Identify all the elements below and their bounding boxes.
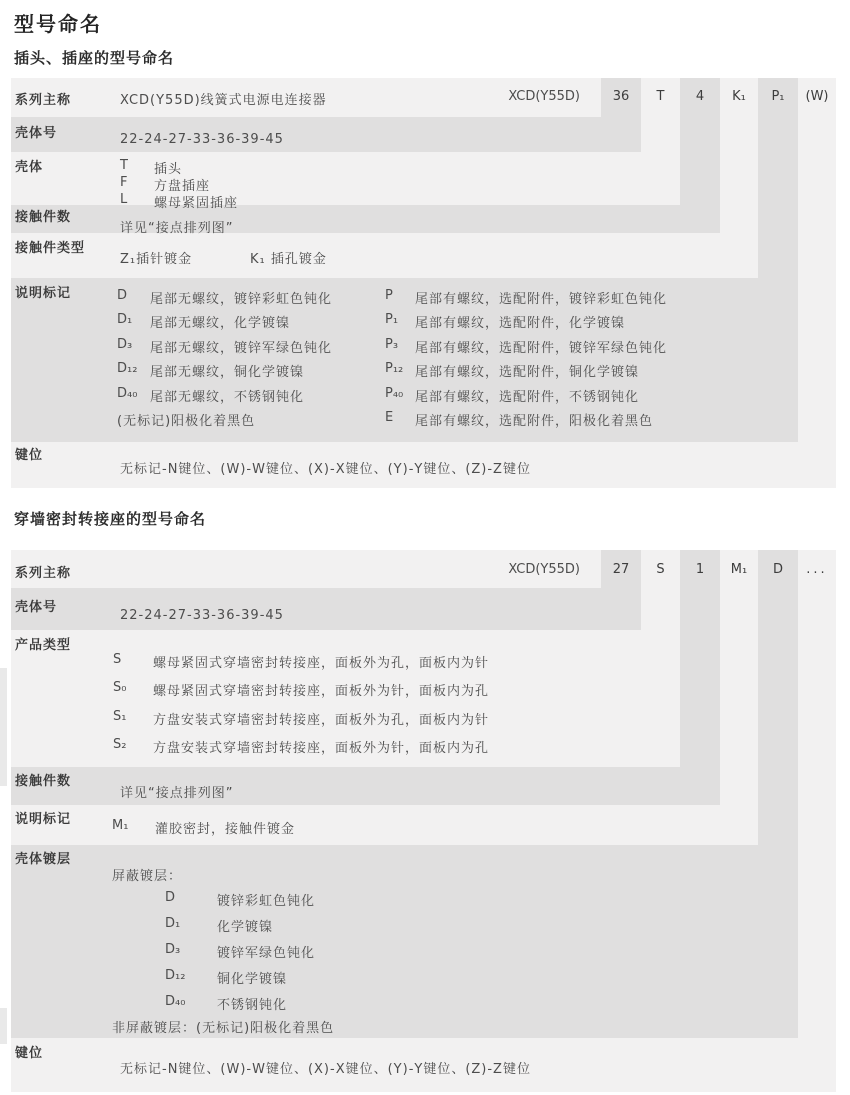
code-strip-M1: [720, 550, 758, 845]
mark-desc: 尾部有螺纹，选配附件，镀锌军绿色钝化: [415, 341, 668, 356]
code-box: 36: [612, 89, 630, 104]
mark-code: D: [117, 288, 128, 303]
product-type-code: S₁: [113, 709, 127, 724]
code-strip-W: [798, 78, 836, 488]
mark-desc: (无标记)阳极化着黑色: [117, 414, 256, 429]
mark-code: D₄₀: [117, 386, 138, 401]
row-band-contact-count: [11, 205, 720, 233]
mark-desc: 尾部无螺纹，镀锌彩虹色钝化: [150, 292, 333, 307]
row-label-series: 系列主称: [15, 566, 72, 581]
plating-desc: 不锈钢钝化: [217, 998, 288, 1013]
shell-code: L: [120, 192, 128, 207]
mark-code: M₁: [112, 818, 129, 833]
mark-desc: 尾部有螺纹，选配附件，化学镀镍: [415, 316, 626, 331]
shell-no-value: 22-24-27-33-36-39-45: [120, 132, 284, 147]
section-heading-feedthrough: 穿墙密封转接座的型号命名: [14, 510, 207, 528]
plating-outro: 非屏蔽镀层：(无标记)阳极化着黑色: [112, 1021, 335, 1036]
code-box: 1: [695, 562, 705, 577]
mark-desc: 灌胶密封，接触件镀金: [155, 822, 296, 837]
code-box: S: [656, 562, 665, 577]
product-type-code: S: [113, 652, 122, 667]
code-strip-dots: [798, 550, 836, 1092]
row-label-plating: 壳体镀层: [15, 852, 72, 867]
plating-code: D₃: [165, 942, 181, 957]
code-strip-P1: [758, 78, 798, 442]
mark-desc: 尾部有螺纹，选配附件，不锈钢钝化: [415, 390, 640, 405]
mark-code: D₁₂: [117, 361, 138, 376]
code-box: P₁: [771, 89, 785, 104]
product-type-code: S₂: [113, 737, 127, 752]
row-label-product-type: 产品类型: [15, 638, 72, 653]
shell-no-value: 22-24-27-33-36-39-45: [120, 608, 284, 623]
row-label-keying: 键位: [15, 1046, 44, 1061]
mark-code: P₁₂: [385, 361, 404, 376]
plug-naming-table: [11, 78, 836, 488]
shell-desc: 螺母紧固插座: [154, 196, 239, 211]
code-strip-K1: [720, 78, 758, 278]
code-box: (W): [805, 89, 829, 104]
row-label-contact-type: 接触件类型: [15, 241, 86, 256]
feedthrough-naming-table: [11, 550, 836, 1092]
product-type-desc: 螺母紧固式穿墙密封转接座，面板外为针，面板内为孔: [153, 684, 490, 699]
row-band-shell-no: [11, 117, 641, 152]
page-title: 型号命名: [14, 12, 102, 36]
plating-desc: 化学镀镍: [217, 920, 274, 935]
series-description: XCD(Y55D)线簧式电源电连接器: [120, 93, 327, 108]
row-label-series: 系列主称: [15, 93, 72, 108]
code-strip-D: [758, 550, 798, 1038]
code-strip-S: [641, 550, 680, 767]
contact-count-value: 详见“接点排列图”: [120, 221, 234, 236]
row-label-marks: 说明标记: [15, 812, 72, 827]
keying-value: 无标记-N键位、(W)-W键位、(X)-X键位、(Y)-Y键位、(Z)-Z键位: [120, 1062, 531, 1077]
row-label-shell-no: 壳体号: [15, 600, 58, 615]
mark-code: P₃: [385, 337, 399, 352]
code-box: K₁: [732, 89, 746, 104]
row-label-contact-count: 接触件数: [15, 774, 72, 789]
row-label-contact-count: 接触件数: [15, 210, 72, 225]
series-code: XCD(Y55D): [508, 89, 580, 104]
row-label-keying: 键位: [15, 448, 44, 463]
plating-code: D₁: [165, 916, 181, 931]
plating-intro: 屏蔽镀层：: [112, 869, 183, 884]
mark-code: P: [385, 288, 393, 303]
row-band-contact-count: [11, 767, 720, 805]
mark-desc: 尾部无螺纹，不锈钢钝化: [150, 390, 305, 405]
plating-desc: 铜化学镀镍: [217, 972, 288, 987]
shell-code: F: [120, 175, 128, 190]
code-box: 27: [612, 562, 630, 577]
mark-code: D₁: [117, 312, 133, 327]
code-box: T: [656, 89, 665, 104]
mark-desc: 尾部有螺纹，选配附件，镀锌彩虹色钝化: [415, 292, 668, 307]
contact-type-item: K₁ 插孔镀金: [250, 252, 327, 267]
mark-desc: 尾部有螺纹，选配附件，铜化学镀镍: [415, 365, 640, 380]
shell-desc: 插头: [154, 162, 183, 177]
series-code: XCD(Y55D): [508, 562, 580, 577]
mark-code: P₁: [385, 312, 399, 327]
row-band-shell-no: [11, 588, 641, 630]
keying-value: 无标记-N键位、(W)-W键位、(X)-X键位、(Y)-Y键位、(Z)-Z键位: [120, 462, 531, 477]
product-type-code: S₀: [113, 680, 127, 695]
plating-code: D₄₀: [165, 994, 186, 1009]
contact-type-item: Z₁插针镀金: [120, 252, 193, 267]
code-box: D: [772, 562, 783, 577]
code-box: M₁: [730, 562, 748, 577]
mark-desc: 尾部有螺纹，选配附件，阳极化着黑色: [415, 414, 654, 429]
mark-desc: 尾部无螺纹，镀锌军绿色钝化: [150, 341, 333, 356]
shell-desc: 方盘插座: [154, 179, 211, 194]
mark-desc: 尾部无螺纹，铜化学镀镍: [150, 365, 305, 380]
code-box: ...: [806, 562, 828, 577]
row-label-marks: 说明标记: [15, 286, 72, 301]
section-heading-plug: 插头、插座的型号命名: [14, 49, 175, 67]
plating-code: D: [165, 890, 176, 905]
product-type-desc: 方盘安装式穿墙密封转接座，面板外为针，面板内为孔: [153, 741, 490, 756]
product-type-desc: 方盘安装式穿墙密封转接座，面板外为孔，面板内为针: [153, 713, 490, 728]
mark-code: P₄₀: [385, 386, 404, 401]
row-band-shell: [11, 152, 680, 205]
mark-desc: 尾部无螺纹，化学镀镍: [150, 316, 291, 331]
row-label-shell: 壳体: [15, 160, 44, 175]
plating-code: D₁₂: [165, 968, 186, 983]
shell-code: T: [120, 158, 128, 173]
mark-code: D₃: [117, 337, 133, 352]
mark-code: E: [385, 410, 394, 425]
product-type-desc: 螺母紧固式穿墙密封转接座，面板外为孔，面板内为针: [153, 656, 490, 671]
plating-desc: 镀锌彩虹色钝化: [217, 894, 316, 909]
code-box: 4: [695, 89, 705, 104]
plating-desc: 镀锌军绿色钝化: [217, 946, 316, 961]
page-edge-artifact: [0, 668, 7, 786]
row-label-shell-no: 壳体号: [15, 126, 58, 141]
code-strip-1: [680, 550, 720, 805]
contact-count-value: 详见“接点排列图”: [120, 786, 234, 801]
page-edge-artifact: [0, 1008, 7, 1044]
